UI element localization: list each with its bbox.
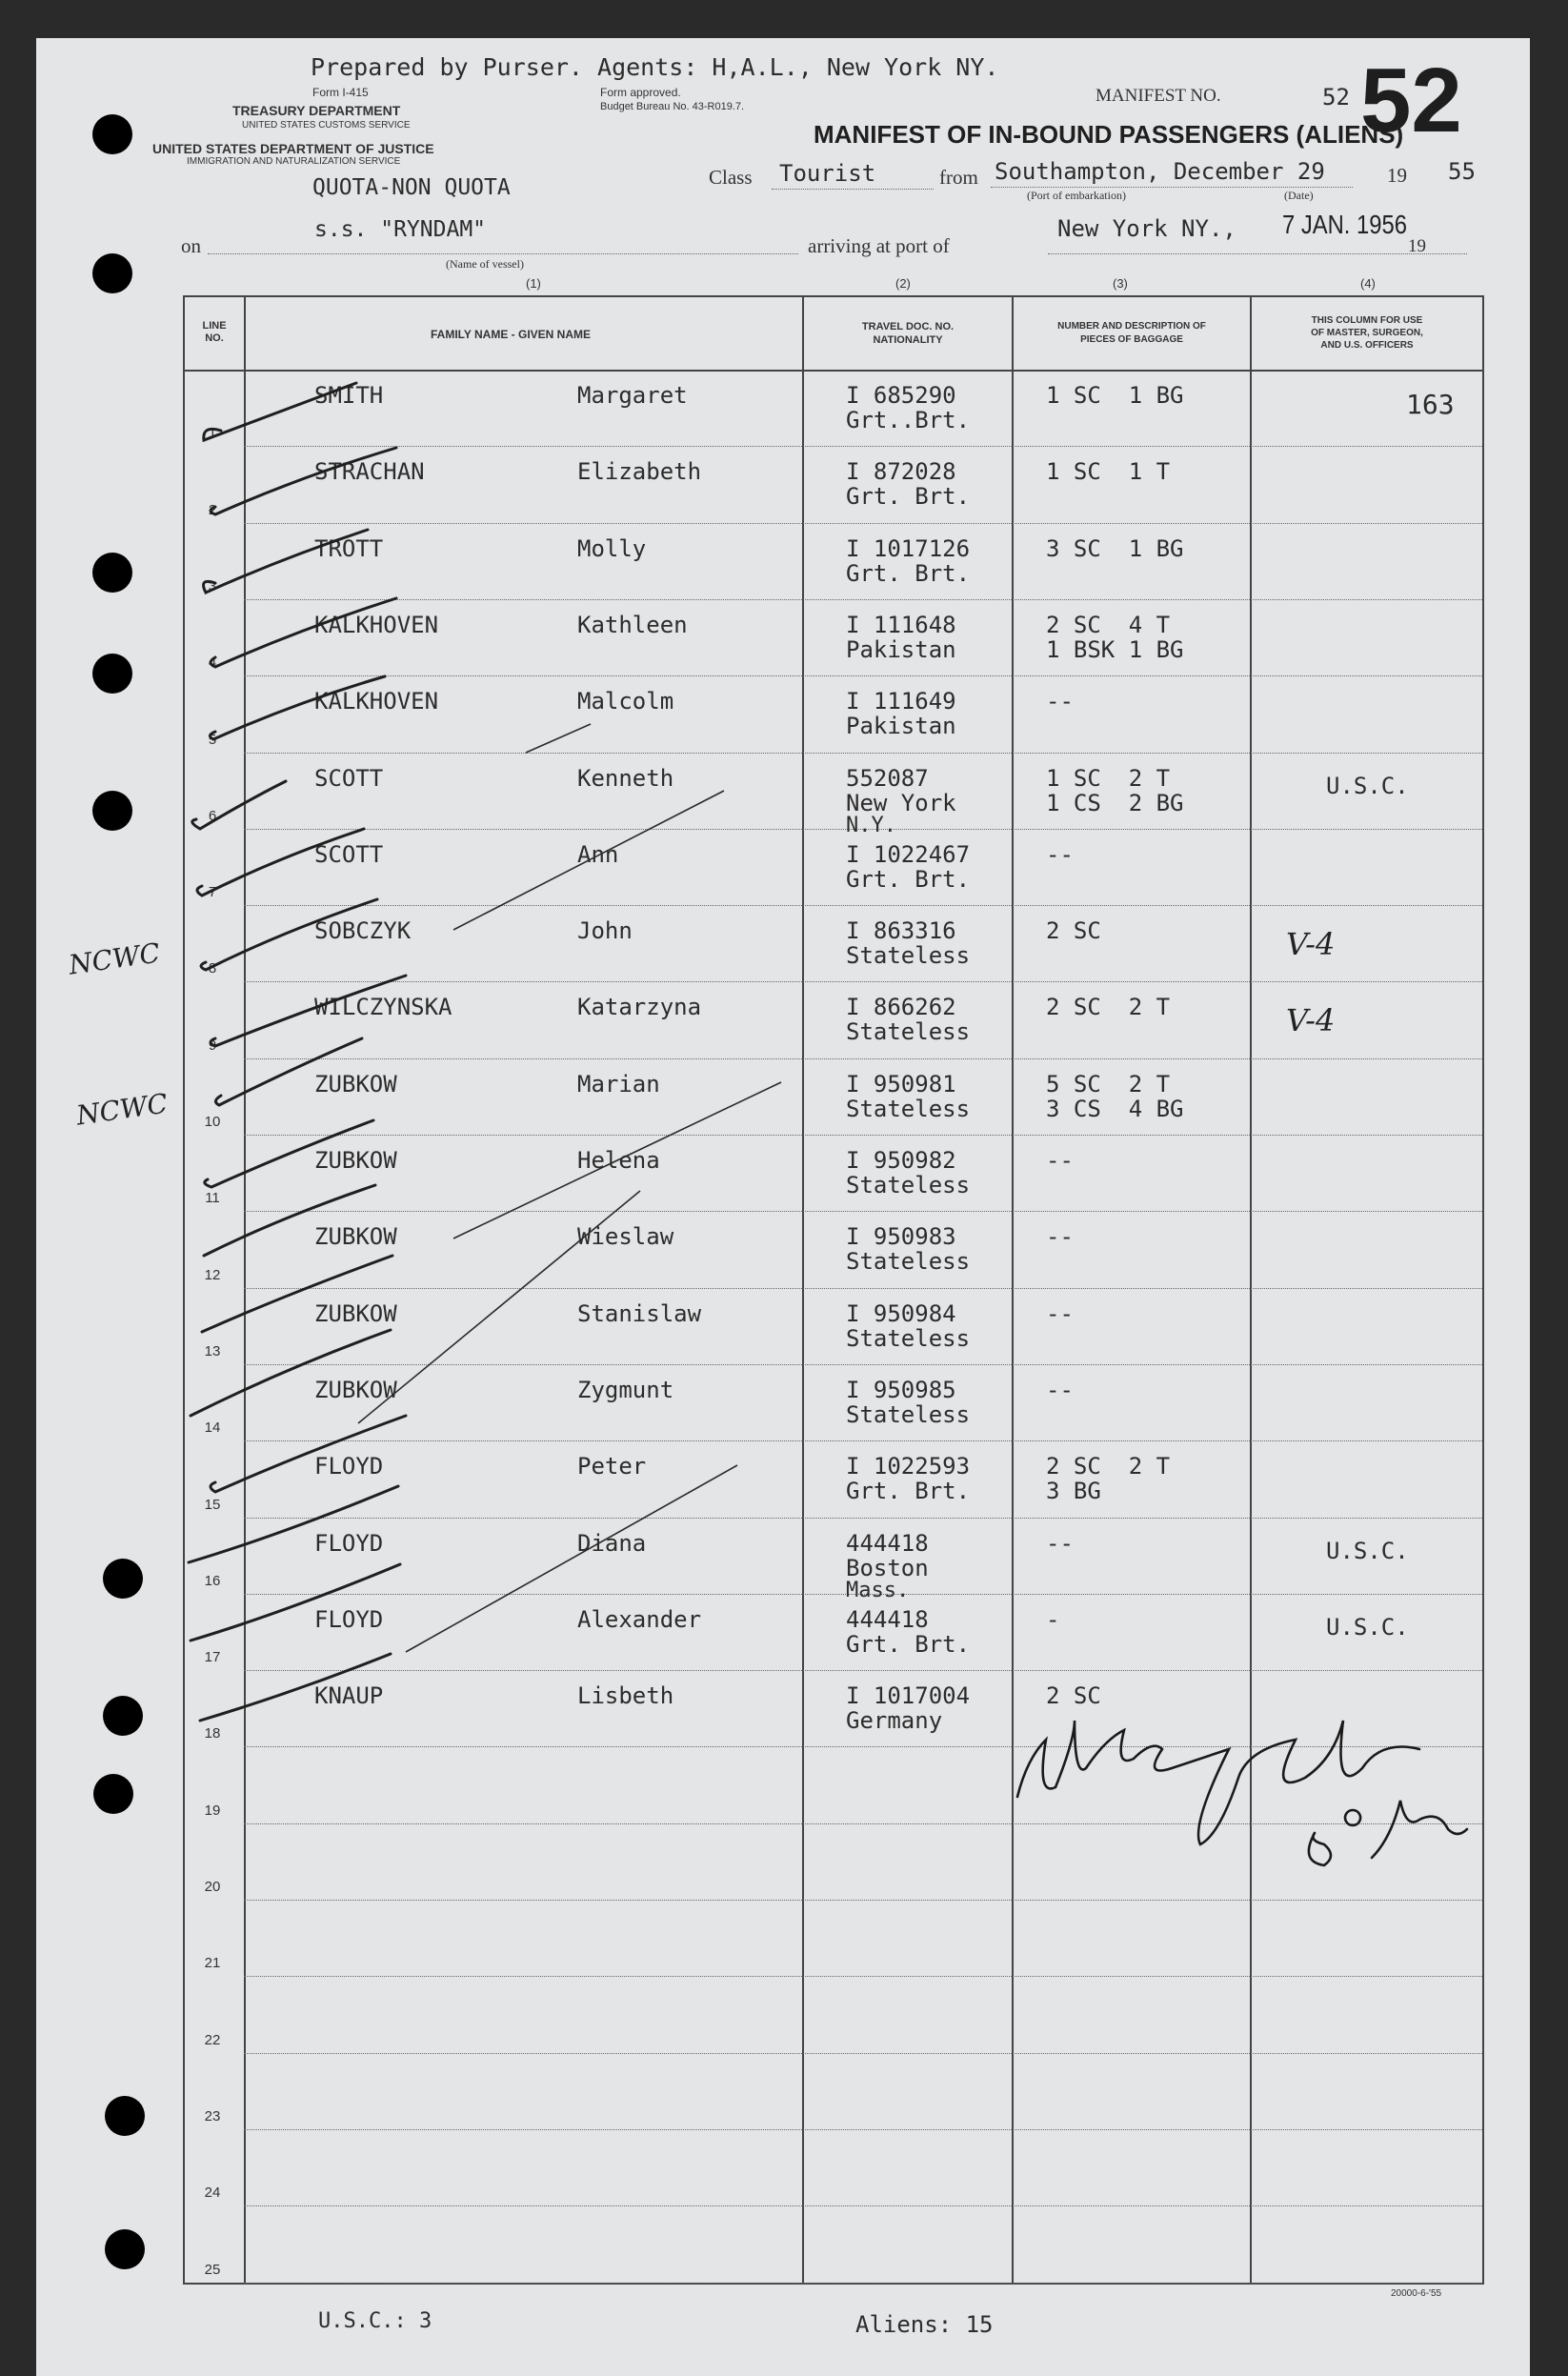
line-number: 16: [204, 1572, 221, 1589]
travel-doc-no: I 950985: [846, 1376, 956, 1403]
family-name: FLOYD: [314, 1529, 384, 1557]
given-name: Stanislaw: [577, 1299, 702, 1327]
line-number: 22: [204, 2031, 221, 2048]
line-number: 3: [208, 577, 217, 594]
nationality: Pakistan: [846, 713, 956, 740]
baggage-line1: 2 SC: [1046, 1682, 1101, 1710]
arrival-year-prefix: 19: [1408, 236, 1426, 256]
quota-line: QUOTA-NON QUOTA: [312, 175, 511, 200]
line-number: 1: [208, 425, 217, 442]
travel-doc-no: I 866262: [846, 994, 956, 1021]
col-num-2: (2): [895, 276, 911, 291]
family-name: SMITH: [314, 382, 384, 409]
check-marks: [189, 383, 406, 1721]
travel-doc-no: I 950984: [846, 1299, 956, 1327]
given-name: Kathleen: [577, 611, 688, 638]
nationality: Stateless: [846, 1248, 971, 1276]
year-value: 55: [1448, 158, 1476, 185]
nationality: Stateless: [846, 1095, 971, 1122]
nationality-line2: N.Y.: [846, 813, 896, 837]
baggage-line1: --: [1046, 1223, 1074, 1251]
nationality: New York: [846, 789, 956, 816]
budget-bureau: Budget Bureau No. 43-R019.7.: [600, 101, 745, 112]
nationality: Stateless: [846, 1018, 971, 1046]
given-name: Marian: [577, 1070, 660, 1097]
baggage-line1: 2 SC 2 T: [1046, 994, 1171, 1021]
given-name: Malcolm: [577, 688, 674, 715]
family-name: ZUBKOW: [314, 1147, 397, 1174]
given-name: Peter: [577, 1453, 647, 1480]
travel-doc-no: I 1022593: [846, 1453, 971, 1480]
travel-doc-no: I 111649: [846, 688, 956, 715]
manifest-no-stamp: 52: [1360, 50, 1462, 151]
treasury-department: TREASURY DEPARTMENT: [232, 103, 401, 118]
footer-aliens-count: Aliens: 15: [855, 2311, 994, 2338]
signature: [1017, 1721, 1467, 1865]
customs-service: UNITED STATES CUSTOMS SERVICE: [242, 120, 411, 131]
header-officers-line2: OF MASTER, SURGEON,: [1311, 328, 1423, 338]
travel-doc-no: I 1022467: [846, 840, 971, 868]
on-label: on: [181, 234, 201, 257]
nationality: Grt. Brt.: [846, 559, 971, 587]
vessel-name: s.s. "RYNDAM": [314, 217, 487, 242]
officer-note: U.S.C.: [1326, 772, 1409, 799]
line-number: 15: [204, 1496, 221, 1513]
signature-time: [1324, 1848, 1373, 1863]
given-name: Ann: [577, 840, 619, 868]
officer-note: U.S.C.: [1326, 1613, 1409, 1641]
department-of-justice: UNITED STATES DEPARTMENT OF JUSTICE: [152, 141, 434, 156]
header-name: FAMILY NAME - GIVEN NAME: [431, 328, 592, 341]
baggage-line1: --: [1046, 1376, 1074, 1403]
from-label: from: [939, 166, 978, 189]
nationality: Grt..Brt.: [846, 407, 971, 433]
travel-doc-no: I 1017004: [846, 1682, 971, 1710]
family-name: KNAUP: [314, 1682, 384, 1710]
date-caption: (Date): [1284, 189, 1314, 202]
baggage-line2: 3 BG: [1046, 1478, 1101, 1505]
family-name: FLOYD: [314, 1453, 384, 1480]
immigration-service: IMMIGRATION AND NATURALIZATION SERVICE: [187, 156, 401, 167]
baggage-line1: --: [1046, 1147, 1074, 1174]
footer-usc-count: U.S.C.: 3: [318, 2309, 432, 2333]
family-name: WILCZYNSKA: [314, 994, 452, 1021]
travel-doc-no: 444418: [846, 1529, 929, 1557]
baggage-line1: --: [1046, 840, 1074, 868]
baggage-line1: 2 SC 2 T: [1046, 1453, 1171, 1480]
baggage-line1: 2 SC 4 T: [1046, 611, 1171, 638]
travel-doc-no: I 111648: [846, 611, 956, 638]
family-name: ZUBKOW: [314, 1070, 397, 1097]
footer-print-code: 20000-6-'55: [1391, 2288, 1442, 2299]
form-approved: Form approved.: [600, 86, 681, 99]
arriving-label: arriving at port of: [808, 234, 950, 257]
line-number: 11: [205, 1190, 220, 1207]
header-line-label: LINE: [202, 320, 227, 332]
family-name: ZUBKOW: [314, 1299, 397, 1327]
class-value: Tourist: [779, 160, 876, 187]
baggage-line1: 1 SC 1 T: [1046, 458, 1171, 486]
line-number: 2: [208, 501, 217, 518]
header-officers-line1: THIS COLUMN FOR USE: [1311, 315, 1423, 326]
col-num-3: (3): [1113, 276, 1128, 291]
nationality: Stateless: [846, 1400, 971, 1428]
manifest-no-label: MANIFEST NO.: [1096, 86, 1221, 106]
line-number: 19: [204, 1802, 221, 1819]
given-name: Alexander: [577, 1605, 702, 1633]
officer-note: 163: [1406, 389, 1455, 420]
line-number: 6: [208, 807, 217, 824]
line-number: 21: [204, 1955, 221, 1972]
travel-doc-no: 444418: [846, 1605, 929, 1633]
nationality: Grt. Brt.: [846, 865, 971, 893]
given-name: John: [577, 917, 633, 945]
baggage-line2: 1 BSK 1 BG: [1046, 635, 1184, 663]
nationality: Boston: [846, 1554, 929, 1581]
port-caption: (Port of embarkation): [1027, 189, 1126, 202]
baggage-line1: --: [1046, 688, 1074, 715]
baggage-line1: -: [1046, 1605, 1060, 1633]
travel-doc-no: I 872028: [846, 458, 956, 486]
vessel-caption: (Name of vessel): [446, 257, 524, 271]
given-name: Helena: [577, 1147, 660, 1174]
line-number: 25: [204, 2261, 221, 2278]
year-prefix: 19: [1387, 164, 1407, 187]
strike-lines: [358, 724, 781, 1652]
header-no-label: NO.: [205, 332, 224, 344]
header-baggage-line2: PIECES OF BAGGAGE: [1080, 334, 1183, 345]
baggage-line1: 3 SC 1 BG: [1046, 534, 1184, 562]
nationality: Stateless: [846, 1324, 971, 1352]
line-number: 18: [204, 1725, 221, 1742]
family-name: ZUBKOW: [314, 1223, 397, 1251]
travel-doc-no: 552087: [846, 764, 929, 792]
margin-note-ncwc: NCWC: [67, 936, 162, 981]
family-name: FLOYD: [314, 1605, 384, 1633]
header-travel-doc-line2: NATIONALITY: [873, 334, 943, 346]
given-name: Elizabeth: [577, 458, 702, 486]
line-number: 4: [208, 654, 217, 672]
arrival-date-stamp: 7 JAN. 1956: [1282, 210, 1407, 239]
nationality: Grt. Brt.: [846, 1630, 971, 1658]
officer-note: U.S.C.: [1326, 1537, 1409, 1564]
line-number: 5: [208, 731, 217, 748]
header-baggage-line1: NUMBER AND DESCRIPTION OF: [1057, 321, 1206, 332]
manifest-title: MANIFEST OF IN-BOUND PASSENGERS (ALIENS): [814, 120, 1404, 149]
travel-doc-no: I 950983: [846, 1223, 956, 1251]
given-name: Diana: [577, 1529, 647, 1557]
embarkation-port: Southampton, December 29: [995, 158, 1325, 185]
travel-doc-no: I 950981: [846, 1070, 956, 1097]
line-number: 24: [204, 2185, 221, 2202]
officer-note: V-4: [1286, 1002, 1336, 1039]
prepared-by-line: Prepared by Purser. Agents: H,A.L., New York NY.: [311, 53, 999, 81]
family-name: TROTT: [314, 534, 384, 562]
family-name: KALKHOVEN: [314, 611, 439, 638]
baggage-line1: 2 SC: [1046, 917, 1101, 945]
given-name: Margaret: [577, 382, 688, 409]
nationality: Grt. Brt.: [846, 483, 971, 511]
nationality: Stateless: [846, 1172, 971, 1198]
margin-note-ncwc: NCWC: [74, 1087, 170, 1132]
col-num-1: (1): [526, 276, 541, 291]
baggage-line1: 5 SC 2 T: [1046, 1070, 1171, 1097]
line-number: 23: [204, 2107, 221, 2124]
nationality: Grt. Brt.: [846, 1478, 971, 1505]
col-num-4: (4): [1360, 276, 1376, 291]
line-number: 9: [208, 1037, 217, 1054]
family-name: ZUBKOW: [314, 1376, 397, 1403]
header-officers-line3: AND U.S. OFFICERS: [1320, 340, 1414, 351]
line-number: 13: [204, 1342, 221, 1359]
baggage-line1: 1 SC 2 T: [1046, 764, 1171, 792]
baggage-line1: --: [1046, 1299, 1074, 1327]
given-name: Lisbeth: [577, 1682, 674, 1710]
travel-doc-no: I 685290: [846, 382, 956, 409]
travel-doc-no: I 950982: [846, 1147, 956, 1174]
nationality: Pakistan: [846, 635, 956, 663]
family-name: KALKHOVEN: [314, 688, 439, 715]
given-name: Zygmunt: [577, 1376, 674, 1403]
family-name: STRACHAN: [314, 458, 425, 486]
class-label: Class: [709, 166, 753, 189]
given-name: Kenneth: [577, 764, 674, 792]
nationality-line2: Mass.: [846, 1578, 910, 1602]
given-name: Molly: [577, 534, 647, 562]
nationality: Germany: [846, 1707, 943, 1735]
line-number: 14: [204, 1420, 221, 1437]
baggage-line1: --: [1046, 1529, 1074, 1557]
form-number: Form I-415: [312, 86, 369, 99]
line-number: 10: [204, 1114, 221, 1130]
line-number: 17: [204, 1649, 221, 1666]
baggage-line1: 1 SC 1 BG: [1046, 382, 1184, 409]
given-name: Wieslaw: [577, 1223, 674, 1251]
given-name: Katarzyna: [577, 994, 702, 1021]
line-number: 8: [208, 960, 217, 977]
header-travel-doc-line1: TRAVEL DOC. NO.: [861, 321, 955, 332]
baggage-line2: 1 CS 2 BG: [1046, 789, 1184, 816]
travel-doc-no: I 863316: [846, 917, 956, 945]
line-number: 7: [208, 884, 217, 901]
family-name: SCOTT: [314, 764, 384, 792]
officer-note: V-4: [1286, 926, 1336, 963]
nationality: Stateless: [846, 942, 971, 970]
travel-doc-no: I 1017126: [846, 534, 971, 562]
manifest-no-typed: 52: [1322, 84, 1350, 111]
line-number: 12: [204, 1266, 221, 1283]
arrival-port: New York NY.,: [1057, 215, 1236, 242]
line-number: 20: [204, 1879, 221, 1895]
family-name: SOBCZYK: [314, 917, 412, 945]
family-name: SCOTT: [314, 840, 384, 868]
baggage-line2: 3 CS 4 BG: [1046, 1095, 1184, 1122]
